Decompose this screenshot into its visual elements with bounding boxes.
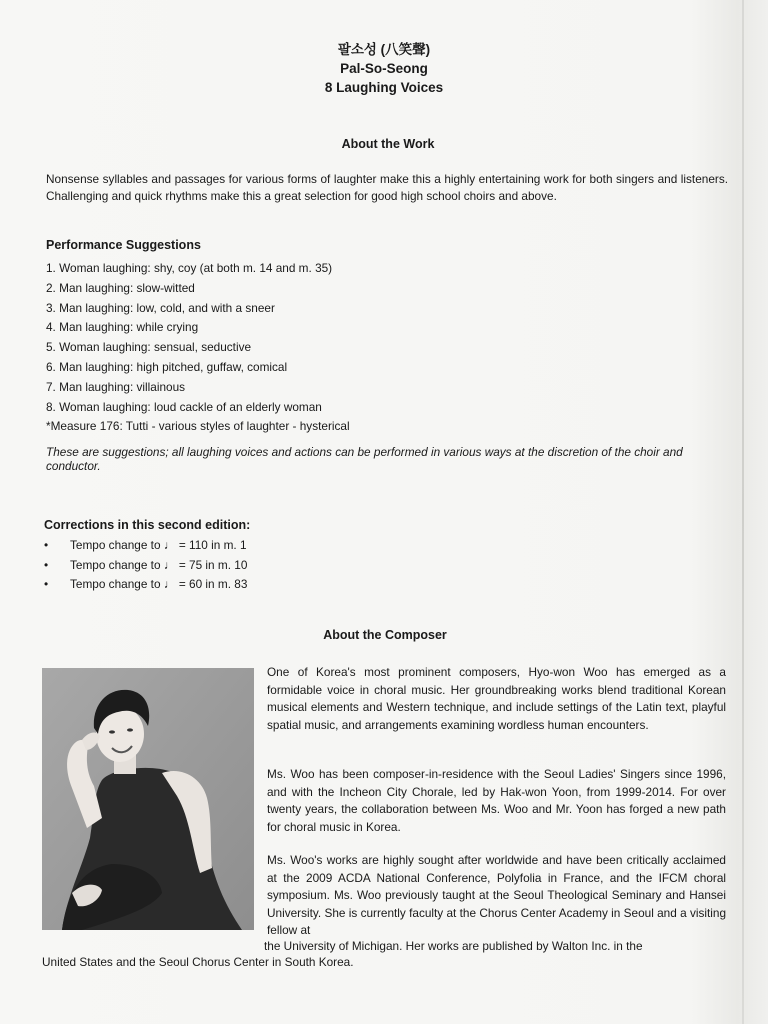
performance-item: 7. Man laughing: villainous	[46, 379, 186, 394]
performance-item: 1. Woman laughing: shy, coy (at both m. 14 and m. 35)	[46, 261, 333, 275]
composer-bio-paragraph-3-line: the University of Michigan. Her works are published by Walton Inc. in the	[264, 939, 643, 953]
correction-item	[44, 536, 247, 556]
performance-item: 5. Woman laughing: sensual, seductive	[46, 340, 252, 355]
performance-item: 3. Man laughing: low, cold, and with a sneer	[46, 300, 275, 315]
composer-portrait-illustration	[42, 668, 254, 930]
performance-item: 2. Man laughing: slow-witted	[46, 280, 195, 295]
about-work-intro: Nonsense syllables and passages for various forms of laughter make this a highly entertaining work for both singers and listeners. Challenging and quick rhythms make this a great selection for good high school choirs and above.	[46, 172, 728, 203]
about-work-heading: About the Work	[341, 137, 435, 151]
composer-bio-paragraph-2: Ms. Woo has been composer-in-residence with the Seoul Ladies' Singers since 1996, and with the Incheon City Chorale, led by Hak-won Yoon, from 1999-2014. For over twenty years, the collaboration between Ms. Woo and Mr. Yoon has forged a new path for choral music in Korea.	[267, 767, 726, 834]
performance-item: 8. Woman laughing: loud cackle of an elderly woman	[46, 399, 322, 414]
composer-photo	[42, 668, 254, 930]
corrections-heading: Corrections in this second edition:	[44, 518, 251, 532]
corrections-list	[44, 536, 247, 595]
romanized-title: Pal-So-Seong	[340, 61, 428, 76]
performance-item: 4. Man laughing: while crying	[46, 320, 199, 335]
bullet-icon: •	[44, 557, 49, 572]
english-title: 8 Laughing Voices	[324, 80, 444, 95]
page-fold-edge	[742, 0, 744, 1024]
composer-bio-paragraph-3-tail: United States and the Seoul Chorus Center in South Korea.	[42, 955, 354, 969]
title-block	[0, 40, 768, 97]
composer-bio-paragraph-3: Ms. Woo's works are highly sought after worldwide and have been critically acclaimed at the 2009 ACDA National Conference, Polyfolia in France, and the IFCM choral symposium. Ms. Woo previously taught at the Seoul Theological Seminary and Hansei University. She is currently faculty at the Chorus Center Academy in Seoul and a visiting fellow at	[267, 853, 726, 938]
bullet-icon: •	[44, 538, 49, 552]
performance-heading: Performance Suggestions	[46, 238, 201, 252]
about-composer-heading: About the Composer	[323, 628, 447, 642]
correction-item	[44, 556, 247, 576]
performance-item: *Measure 176: Tutti - various styles of laughter - hysterical	[46, 419, 350, 434]
performance-note: These are suggestions; all laughing voices and actions can be performed in various ways at the discretion of the choir and conductor.	[46, 445, 683, 473]
performance-item: 6. Man laughing: high pitched, guffaw, comical	[46, 359, 288, 374]
korean-title: 팔소성 (八笑聲)	[337, 42, 431, 57]
composer-bio-paragraph-1: One of Korea's most prominent composers, Hyo-won Woo has emerged as a formidable voice in choral music. Her groundbreaking works blend traditional Korean musical elements and Western technique, and include settings of the Latin text, playful spatial music, and arrangements examining wordless human encounters.	[267, 665, 726, 732]
correction-item	[44, 575, 247, 595]
bullet-icon: •	[44, 577, 49, 591]
correction-text: Tempo change to ♩ = 110 in m. 1	[70, 538, 247, 552]
correction-text: Tempo change to ♩ = 60 in m. 83	[70, 577, 248, 591]
correction-text: Tempo change to ♩ = 75 in m. 10	[70, 557, 248, 572]
performance-list	[46, 259, 350, 437]
